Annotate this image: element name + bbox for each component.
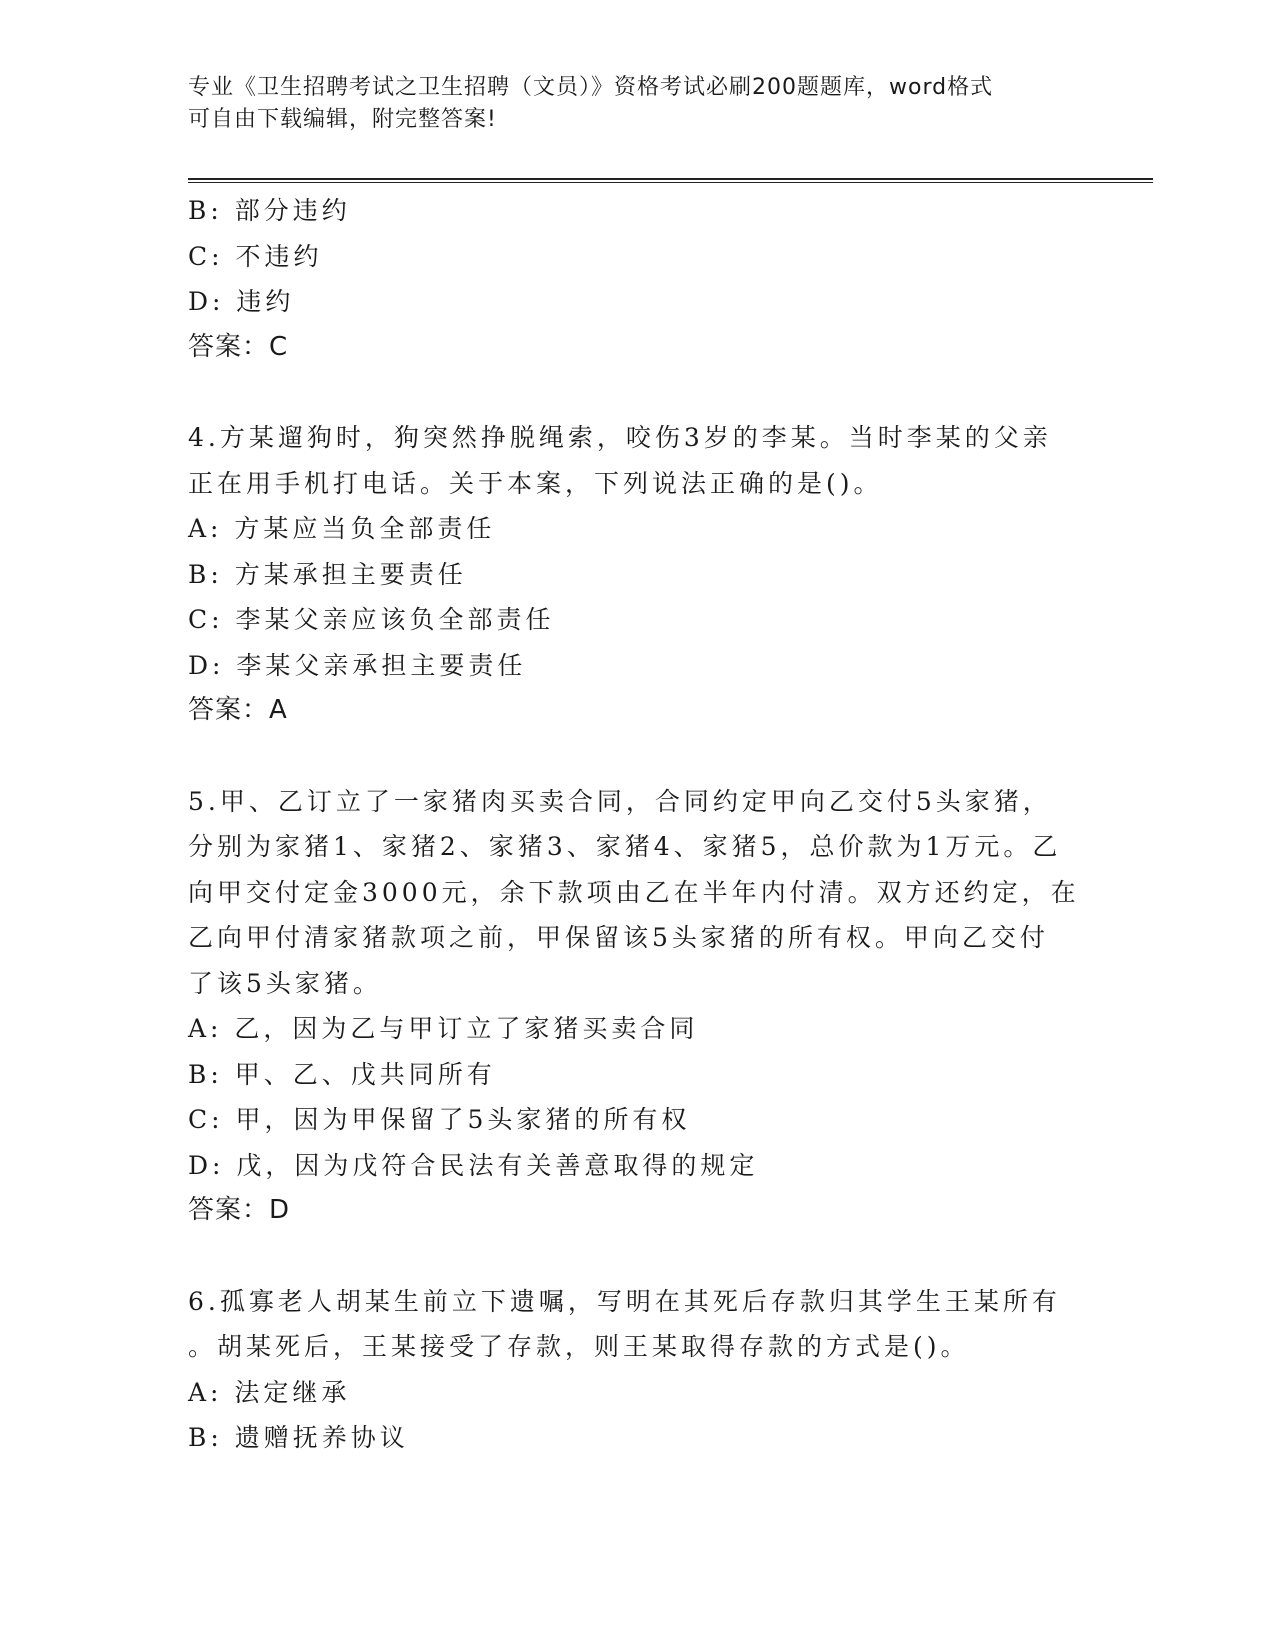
option-b: B: 方某承担主要责任 xyxy=(188,559,467,589)
option-b: B: 部分违约 xyxy=(188,196,351,225)
option-c: C: 李某父亲应该负全部责任 xyxy=(188,605,555,634)
header-divider xyxy=(188,178,1153,183)
document-header xyxy=(188,72,1068,136)
option-c: C: 不违约 xyxy=(188,241,323,271)
option-c: C: 甲，因为甲保留了5头家猪的所有权 xyxy=(188,1105,691,1134)
option-a: A: 方某应当负全部责任 xyxy=(188,514,496,543)
answer: 答案：C xyxy=(188,331,289,362)
question-stem-line: 6.孤寡老人胡某生前立下遗嘱，写明在其死后存款归其学生王某所有 xyxy=(188,1286,1061,1316)
question-3 xyxy=(188,188,1088,370)
question-stem-line: 。胡某死后，王某接受了存款，则王某取得存款的方式是()。 xyxy=(188,1332,970,1361)
option-a: A: 乙，因为乙与甲订立了家猪买卖合同 xyxy=(188,1014,699,1043)
spacer xyxy=(188,734,1088,779)
question-content xyxy=(188,188,1088,1461)
option-b: B: 遗赠抚养协议 xyxy=(188,1423,409,1452)
question-stem-line: 5.甲、乙订立了一家猪肉买卖合同，合同约定甲向乙交付5头家猪， xyxy=(188,786,1052,816)
spacer xyxy=(188,1234,1088,1279)
question-stem-line: 向甲交付定金3000元，余下款项由乙在半年内付清。双方还约定，在 xyxy=(188,877,1080,907)
question-stem-line: 了该5头家猪。 xyxy=(188,968,382,998)
answer: 答案：D xyxy=(188,1195,291,1225)
question-4 xyxy=(188,415,1088,734)
question-6 xyxy=(188,1279,1088,1461)
question-stem-line: 正在用手机打电话。关于本案，下列说法正确的是()。 xyxy=(188,468,883,498)
question-stem-line: 乙向甲付清家猪款项之前，甲保留该5头家猪的所有权。甲向乙交付 xyxy=(188,923,1049,952)
question-stem-line: 分别为家猪1、家猪2、家猪3、家猪4、家猪5，总价款为1万元。乙 xyxy=(188,832,1062,861)
option-b: B: 甲、乙、戊共同所有 xyxy=(188,1059,496,1089)
option-d: D: 戊，因为戊符合民法有关善意取得的规定 xyxy=(188,1150,759,1180)
question-stem-line: 4.方某遛狗时，狗突然挣脱绳索，咬伤3岁的李某。当时李某的父亲 xyxy=(188,423,1052,452)
header-title-line-1: 专业《卫生招聘考试之卫生招聘（文员）》资格考试必刷200题题库，word格式 xyxy=(188,75,994,100)
option-d: D: 违约 xyxy=(188,287,295,316)
header-title-line-2: 可自由下载编辑，附完整答案! xyxy=(188,107,497,132)
spacer xyxy=(188,370,1088,415)
answer: 答案：A xyxy=(188,695,288,725)
question-5 xyxy=(188,779,1088,1234)
option-a: A: 法定继承 xyxy=(188,1377,351,1407)
option-d: D: 李某父亲承担主要责任 xyxy=(188,650,527,680)
